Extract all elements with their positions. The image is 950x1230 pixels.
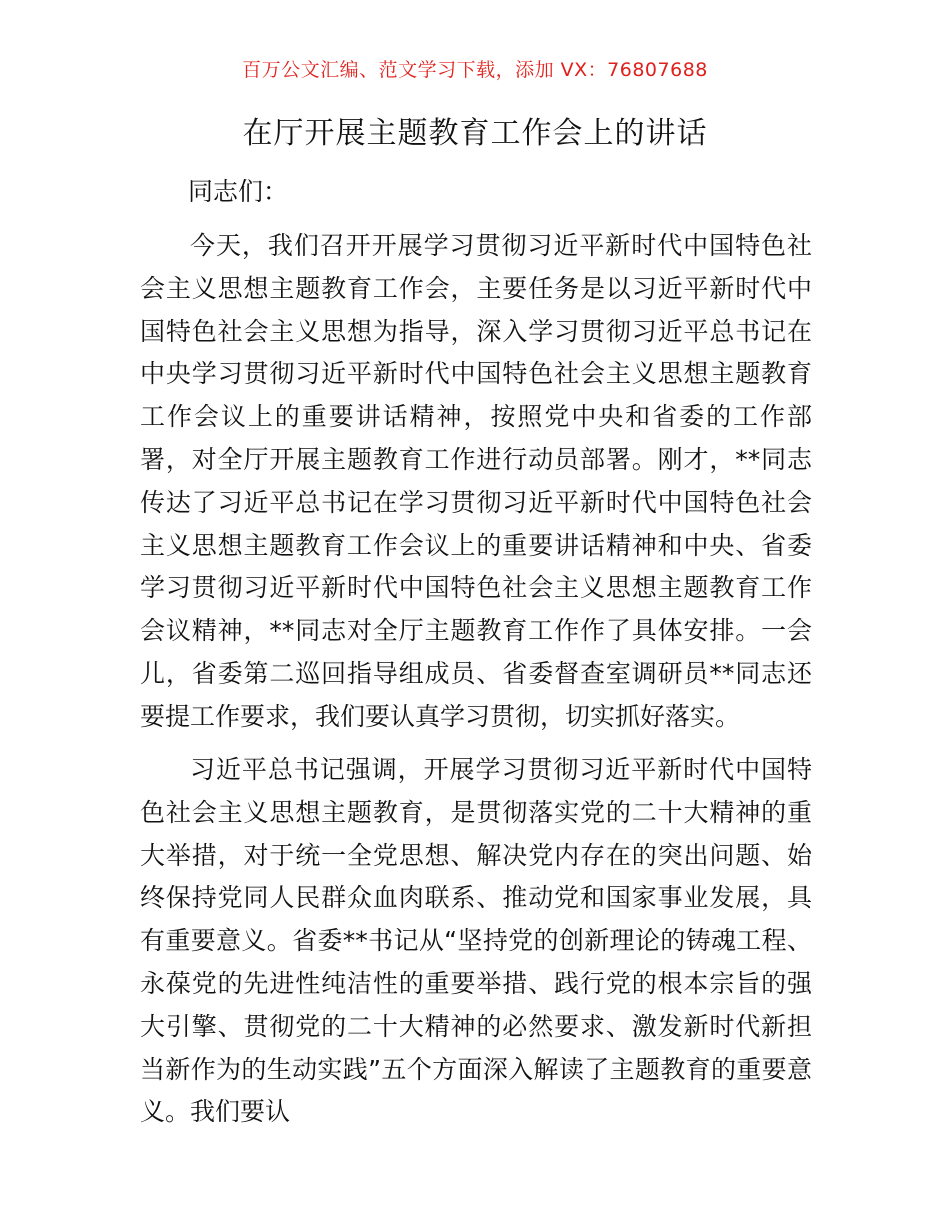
- promo-banner: 百万公文汇编、范文学习下载，添加 VX：76807688: [242, 59, 708, 81]
- salutation: 同志们：: [188, 177, 289, 206]
- body-paragraph-2: 习近平总书记强调，开展学习贯彻习近平新时代中国特色社会主义思想主题教育，是贯彻落实党的二十大精神的重大举措，对于统一全党思想、解决党内存在的突出问题、始终保持党同人民群众血肉联系、推动党和国家事业发展，具有重要意义。省委**书记从“坚持党的创新理论的铸魂工程、永葆党的先进性纯洁性的重要举措、践行党的根本宗旨的强大引擎、贯彻党的二十大精神的必然要求、激发新时代新担当新作为的生动实践”五个方面深入解读了主题教育的重要意义。我们要认: [140, 755, 812, 1127]
- document-title: 在厅开展主题教育工作会上的讲话: [242, 116, 708, 151]
- body-paragraph-1: 今天，我们召开开展学习贯彻习近平新时代中国特色社会主义思想主题教育工作会，主要任务是以习近平新时代中国特色社会主义思想为指导，深入学习贯彻习近平总书记在中央学习贯彻习近平新时代中国特色社会主义思想主题教育工作会议上的重要讲话精神，按照党中央和省委的工作部署，对全厅开展主题教育工作进行动员部署。刚才，**同志传达了习近平总书记在学习贯彻习近平新时代中国特色社会主义思想主题教育工作会议上的重要讲话精神和中央、省委学习贯彻习近平新时代中国特色社会主义思想主题教育工作会议精神，**同志对全厅主题教育工作作了具体安排。一会儿，省委第二巡回指导组成员、省委督查室调研员**同志还要提工作要求，我们要认真学习贯彻，切实抓好落实。: [140, 231, 812, 731]
